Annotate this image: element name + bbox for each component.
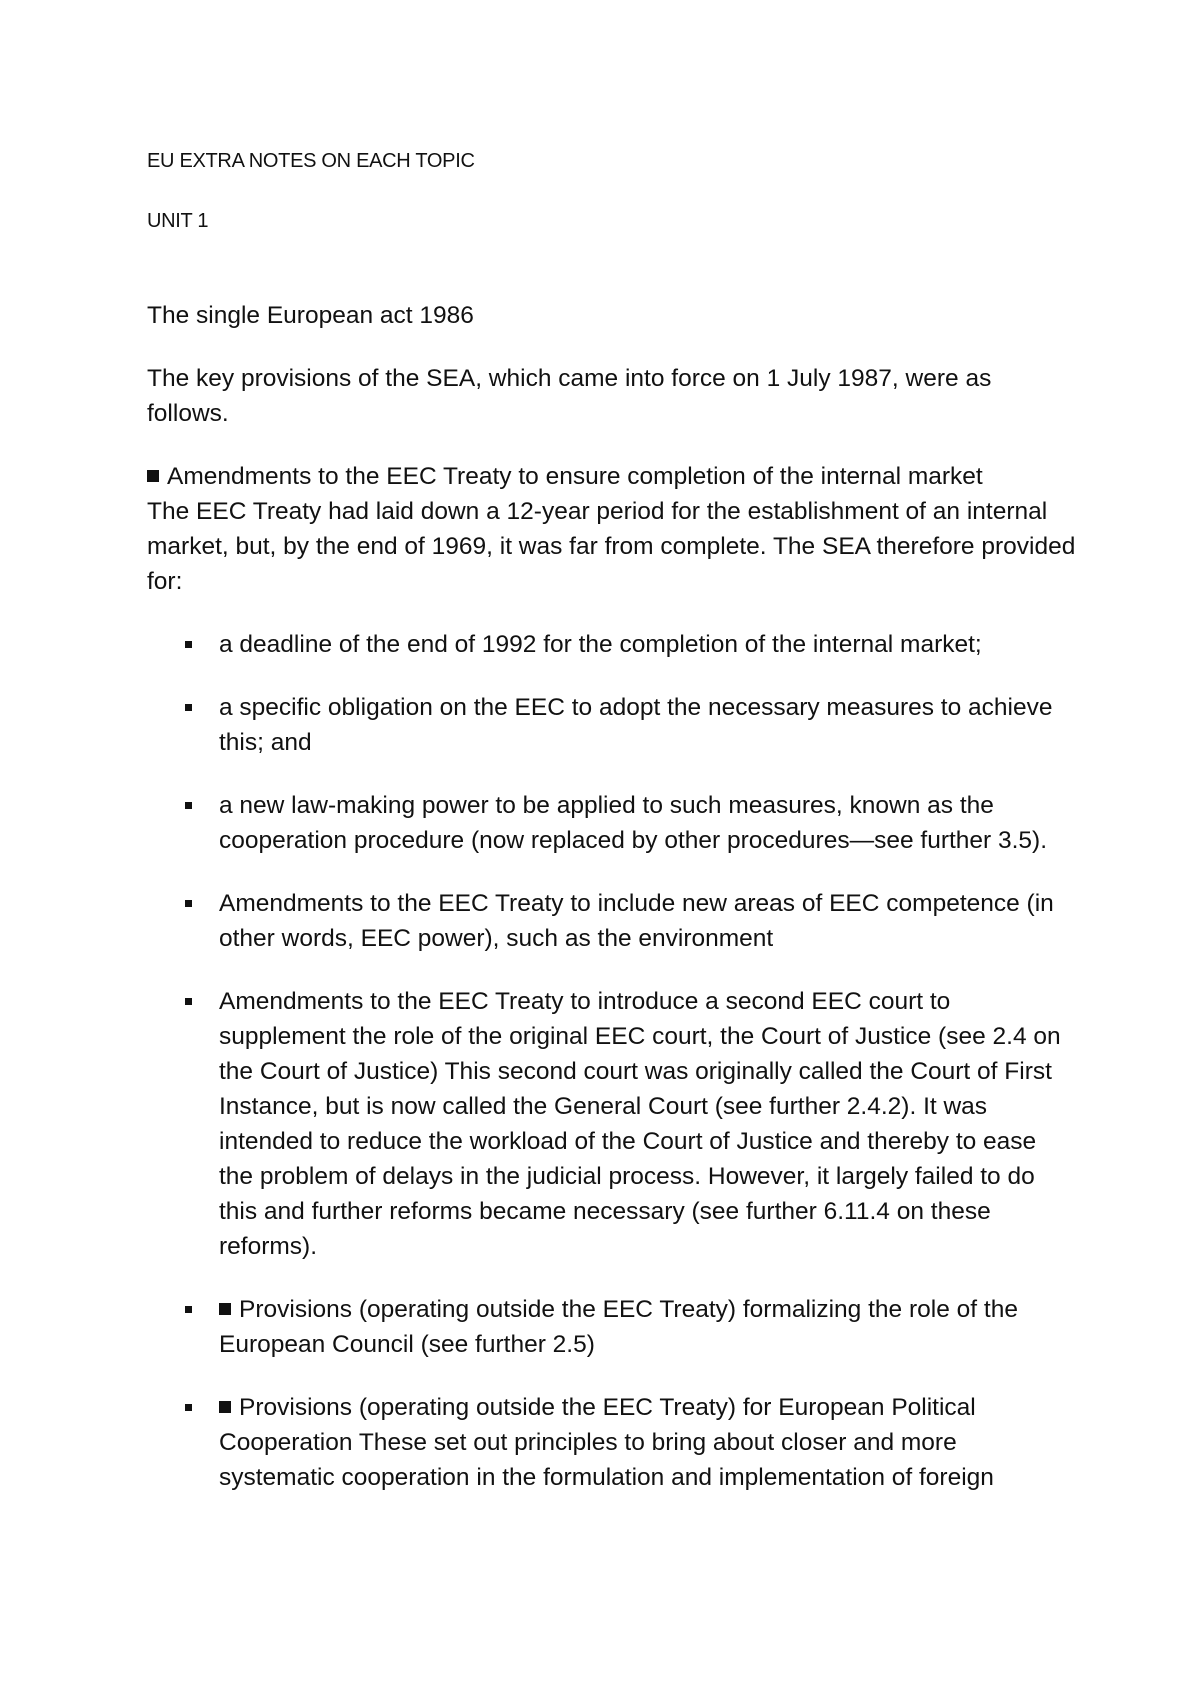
document-title: EU EXTRA NOTES ON EACH TOPIC bbox=[147, 150, 475, 172]
square-bullet-icon bbox=[185, 900, 192, 907]
list-item bbox=[147, 690, 1077, 760]
square-bullet-icon bbox=[147, 470, 159, 482]
amendment-body: The EEC Treaty had laid down a 12-year period for the establishment of an internal market, but, by the end of 1969, it was far from complete. The SEA therefore provided for: bbox=[147, 498, 1076, 595]
list-item-text: Provisions (operating outside the EEC Treaty) formalizing the role of the European Council (see further 2.5) bbox=[219, 1296, 1018, 1358]
inline-square-icon bbox=[219, 1401, 231, 1413]
intro-paragraph: The key provisions of the SEA, which came into force on 1 July 1987, were as follows. bbox=[147, 365, 992, 427]
square-bullet-icon bbox=[185, 641, 192, 648]
list-item-text: Amendments to the EEC Treaty to introduce a second EEC court to supplement the role of the original EEC court, the Court of Justice (see 2.4 on the Court of Justice) This second court was originally called the Court of First Instance, but is now called the General Court (see further 2.4.2). It was intended to reduce the workload of the Court of Justice and thereby to ease the problem of delays in the judicial process. However, it largely failed to do this and further reforms became necessary (see further 6.11.4 on these reforms). bbox=[219, 988, 1061, 1260]
list-item bbox=[147, 1390, 1077, 1495]
list-item bbox=[147, 886, 1077, 956]
list-item bbox=[147, 788, 1077, 858]
square-bullet-icon bbox=[185, 802, 192, 809]
list-item-text: a specific obligation on the EEC to adopt the necessary measures to achieve this; and bbox=[219, 694, 1053, 756]
section-heading: The single European act 1986 bbox=[147, 302, 474, 329]
square-bullet-icon bbox=[185, 998, 192, 1005]
list-item bbox=[147, 627, 1077, 662]
list-item bbox=[147, 984, 1077, 1264]
amendment-heading: Amendments to the EEC Treaty to ensure completion of the internal market bbox=[167, 463, 983, 490]
amendment-paragraph bbox=[147, 459, 1077, 599]
square-bullet-icon bbox=[185, 1404, 192, 1411]
inline-square-icon bbox=[219, 1303, 231, 1315]
list-item bbox=[147, 1292, 1077, 1362]
unit-label: UNIT 1 bbox=[147, 210, 209, 232]
square-bullet-icon bbox=[185, 704, 192, 711]
list-item-text: a new law-making power to be applied to such measures, known as the cooperation procedure (now replaced by other procedures—see further 3.5). bbox=[219, 792, 1048, 854]
square-bullet-icon bbox=[185, 1306, 192, 1313]
list-item-text: Provisions (operating outside the EEC Treaty) for European Political Cooperation These set out principles to bring about closer and more systematic cooperation in the formulation and implementation of foreign bbox=[219, 1394, 994, 1491]
document-body bbox=[147, 298, 1077, 1523]
list-item-text: a deadline of the end of 1992 for the completion of the internal market; bbox=[219, 631, 982, 658]
list-item-text: Amendments to the EEC Treaty to include new areas of EEC competence (in other words, EEC power), such as the environment bbox=[219, 890, 1054, 952]
provisions-list bbox=[147, 627, 1077, 1495]
